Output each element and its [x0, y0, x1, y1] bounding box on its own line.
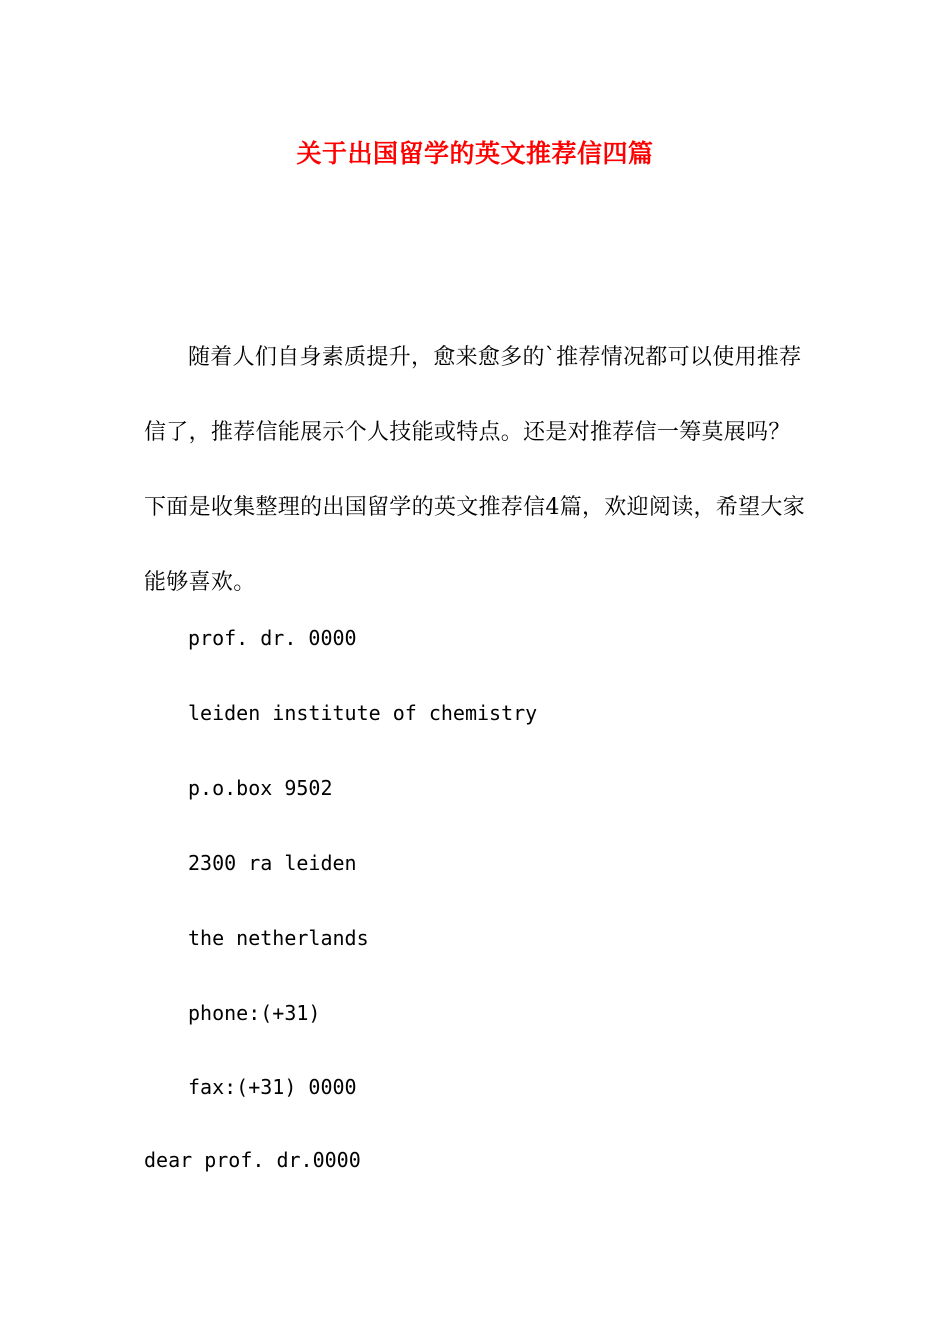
address-line-institute: leiden institute of chemistry: [188, 701, 538, 725]
address-line-phone: phone:(+31): [188, 1001, 321, 1025]
address-line-name: prof. dr. 0000: [188, 626, 357, 650]
address-line-pobox: p.o.box 9502: [188, 776, 333, 800]
intro-paragraph: 随着人们自身素质提升，愈来愈多的`推荐情况都可以使用推荐信了，推荐信能展示个人技能或特点。还是对推荐信一筹莫展吗？下面是收集整理的出国留学的英文推荐信4篇，欢迎阅读，希望大家能够喜欢。: [144, 345, 805, 595]
letter-salutation: dear prof. dr.0000: [144, 1148, 361, 1172]
address-line-city: 2300 ra leiden: [188, 851, 357, 875]
address-line-fax: fax:(+31) 0000: [188, 1075, 357, 1099]
document-title: 关于出国留学的英文推荐信四篇: [296, 139, 654, 168]
address-line-country: the netherlands: [188, 926, 369, 950]
